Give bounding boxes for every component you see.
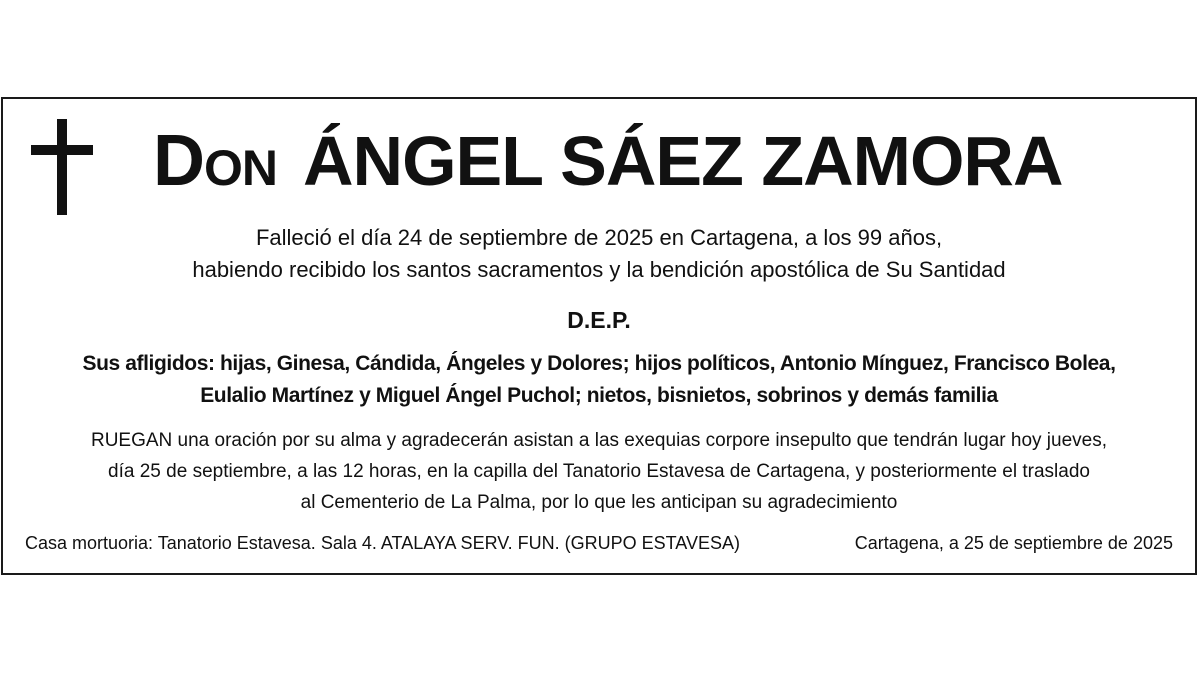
- family-line-2: Eulalio Martínez y Miguel Ángel Puchol; nietos, bisnietos, sobrinos y demás familia: [200, 384, 998, 407]
- request-line-3: al Cementerio de La Palma, por lo que les anticipan su agradecimiento: [300, 492, 898, 513]
- dep-line: D.E.P.: [567, 307, 631, 333]
- funeral-home-text: Casa mortuoria: Tanatorio Estavesa. Sala 4. ATALAYA SERV. FUN. (GRUPO ESTAVESA): [25, 533, 740, 553]
- honorific-rest: ON: [204, 140, 277, 196]
- place-date-text: Cartagena, a 25 de septiembre de 2025: [854, 533, 1173, 553]
- family-line-1: Sus afligidos: hijas, Ginesa, Cándida, Ángeles y Dolores; hijos políticos, Antonio Mínguez, Francisco Bolea,: [82, 352, 1116, 375]
- deceased-name-heading: [153, 121, 1153, 201]
- request-line-1: RUEGAN una oración por su alma y agradecerán asistan a las exequias corpore insepulto que tendrán lugar hoy jueves,: [90, 430, 1108, 451]
- request-line-2: día 25 de septiembre, a las 12 horas, en la capilla del Tanatorio Estavesa de Cartagena, y posteriormente el traslado: [108, 461, 1090, 482]
- intro-line-2: habiendo recibido los santos sacramentos y la bendición apostólica de Su Santidad: [192, 257, 1006, 282]
- obituary-notice: [1, 97, 1197, 575]
- honorific-initial: D: [153, 121, 204, 201]
- intro-line-1: Falleció el día 24 de septiembre de 2025 en Cartagena, a los 99 años,: [255, 225, 943, 250]
- latin-cross-icon: [31, 119, 93, 215]
- deceased-name: ÁNGEL SÁEZ ZAMORA: [303, 122, 1063, 200]
